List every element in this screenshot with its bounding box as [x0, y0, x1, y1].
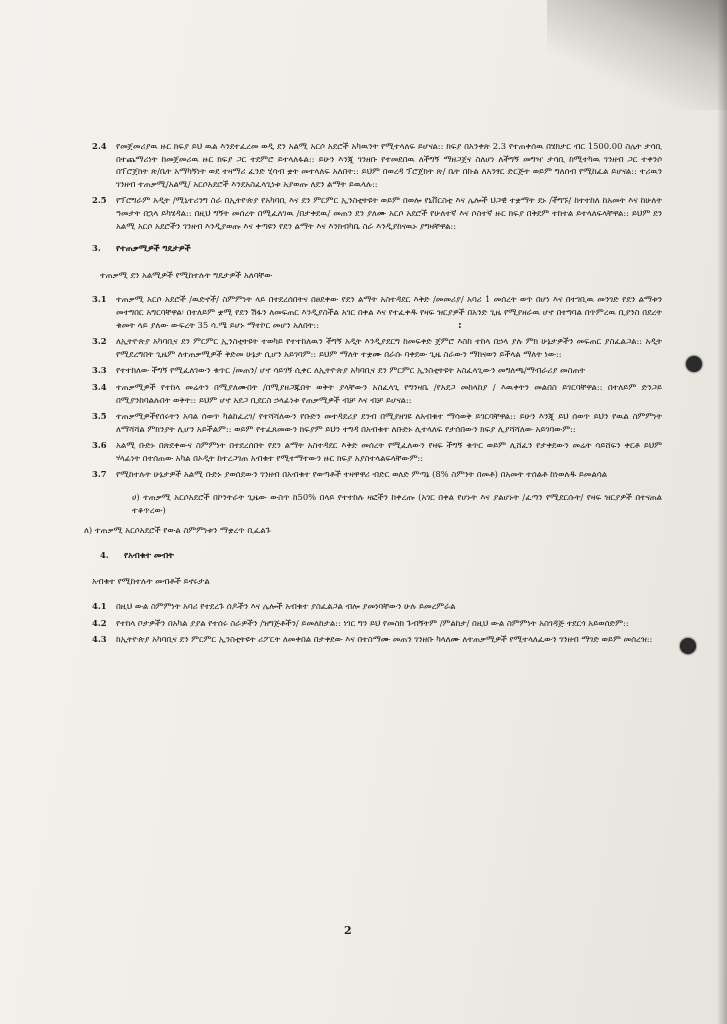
- heading-section-4: 4. የአብቁተ መብት: [100, 549, 174, 560]
- section-2-4: 2.4 የመጀመሪያዉ ዙር ክፍያ ይህ ዉል እንደተፈረመ ወዲ ደን አልሚ አርሶ አደሮች አካዉንት የሚተላለፍ ይሆናል:: ክፍያ በአንቀጽ 2.3 የተጠቀሰዉ በሄክታር ብር 1500.00 ስሌት ታሳቢ በተጨማሪነት ከመጀመሪዉ ዙር ክፍያ ጋር ተደምሮ ይተላለፋል:: ይሁን እንጂ ገንዘቡ የተመደበዉ ለችግኝ ማዘጋጀና ስለሆነ ለችግኝ መግዣ ታሳቢ ከሚተካዉ ገንዘብ ጋር ተቀንሶ በፕሮጀክት ጽ/ቤት አማካኝነት ወደ ተዛማሪ ፈንድ ሂሳብ ቋት መተላለፍ አለበት:: ይህም በወረዳ ፕሮጀክት ጽ/ ቤት በኩል ለአንፃር ድርጅት ወይም ግለሰብ የሚከፈል ይሆናል:: ተሪዉን ገንዘብ ተጠቃሚ/አልሚ/ አርሶአደሮች እንደአስፈላጊነቱ አያወጡ ለደን ልማት ይዉላሉ::: [92, 141, 662, 189]
- item-3-6: 3.6 አልሚ ቡድኑ በጽደቀውና ስምምነት በተደረሰበት የደን ልማት አስተዳደር እቅድ መሰረት የሚፈለውን የዛፍ ችግኝ ቁጥር ወይም ሊሸፈን የታቀደውን መሬት ሳይሸፍን ቀርቶ ይህም ሃላፊነት በተሰጠው አካል በኦዲት ከተረጋገጠ አብቁተ የሚተማተውን ዙር ክፍያ አያስተላልፍላቸውም::: [92, 440, 662, 463]
- document-body: [84, 140, 662, 650]
- section-2-5: 2.5 የፕሮግራም አዲት /ሚኒተሪንግ ስራ በኢትዮጵያ የአካባቢ እና ደን ምርምር ኢንስቲትዩት ወይም በወሎ የኒቨርስቲ እና ሌሎች ህጋዊ ተቋማት ደኑ /ችግኙ/ ከተተከለ ከአመት እና ከሁለት ዓመታት በኋላ ይካሄዳል:: በዚህ ግኝት መሰረት በሚፈለገዉ /በታቀደዉ/ መጠን ደን ያለሙ አርሶ አደሮች የሁለተኛ እና ሶስተኛ ዙር ክፍያ በቅደም ተከተል ይተላለፍላቸዋል:: ይህም ደን አልሚ አርሶ አደሮችን ገንዘብ እንዲያወጡ እና ቀጣዩን የደን ልማት እና እንክብካቤ ስራ እንዲያከናዉኑ ያግዛቸዋል::: [92, 195, 662, 231]
- subheading-obligations: ተጠቃሚ ደን አልሚዎች የሚከተሉት ግዴታዎች አለባቸው: [100, 269, 273, 280]
- page-number: 2: [344, 924, 352, 937]
- item-3-7: 3.7 የሚከተሉት ሁኔታዎች አልሚ ቡድኑ ያወሰደውን ገንዘብ በአብቁተ የወጣቶች ተዛዋዋሪ ብድር ወለድ ምጣኔ (8% ስምንት በመቶ) በአመት ተሰልቶ ከነወለዱ ይመልሳል: [92, 469, 608, 480]
- sub-item-b: ለ) ተጠቃሚ አርሶአደሮች የውል ስምምነቱን ማቋረጥ ቢፈልጉ: [84, 525, 271, 536]
- subheading-rights: አብቁተ የሚከተሉት መብቶች ይኖሩታል: [92, 576, 210, 587]
- page-curl-shadow: [547, 0, 727, 110]
- stray-colon-mark: :: [458, 320, 462, 331]
- page-edge-shadow: [717, 0, 727, 1024]
- item-4-3: 4.3 ከኢትዮጵያ አካባቢና ደን ምርምር ኢንስቲትዩት ሪፖርት ለመቀበል በታቀደው እና በተስማሙ መጠን ገንዘቡ ካላለሙ ለተጠቃሚዎች የሚተላለፈውን ገንዘብ ማገድ ወይም መሰረዝ::: [92, 634, 653, 645]
- punch-hole-top: [686, 356, 702, 372]
- item-4-1: 4.1 በዚህ ውል ስምምነት አባሪ የተደረጉ ሰዶችን እና ሌሎች አብቁተ ያስፈልጋል ብሎ ያመነባቸውን ሁሉ ይመረምራል: [92, 601, 456, 612]
- item-3-5: 3.5 ተጠቃሚዎችየሰሩትን አባል ሰወጥ ካልከፈረገ/ የተሻሻለውን የቡድን መተዳደሪያ ደንብ በሚያዘገዩ ለአብቁተ ማሳወቅ ይገርባቸዋል:: ይሁን እንጂ ይህ ሰወጥ ይህን የዉል ስምምነት ለማሻሻል ምክንያት ሊሆን አይችልም:: ወይም የተፈጸመውን ክፍያም ይህን ተግዳ በአብቁተ ለቡድኑ ሊተላለፍ የታሰበውን ክፍያ ሊያሻሻለው አይገባውም::: [92, 411, 662, 434]
- item-4-2: 4.2 የተከላ ቦታዎችን በአካል ያያል የተሰሩ ስራዎችን /ዝግጅቶችን/ ይመለከታል:: ነገር ግን ይህ የመስክ ጉብኝትም /ምልከታ/ በዚህ ውል ስምምነት አስገዳጅ ተደርጎ አይወሰድም::: [92, 617, 629, 628]
- punch-hole-bottom: [680, 638, 696, 654]
- sub-item-a: ሀ) ተጠቃሚ አርሶአደሮች በኮንትራት ጊዜው ውስጥ ከ50% በላይ የተተከሉ ዛፎችን ከቀረጡ (አገር በቀል የሆኑት እና ያልሆኑት /ፈጣን የሚደርሱት/ የዛፍ ዝርያዎች በተናጠል ተቆጥረው): [132, 492, 662, 515]
- item-3-1: 3.1 ተጠቃሚ አርሶ አደሮች /ዉድኖች/ ስምምነት ላይ በተደረሰበትና በፀደቀው የደን ልማት አስተዳደር እቅድ /መመሪያ/ አባሪ 1 መሰረት ወጥ በሆነ እና በተገቢዉ መንገድ የደን ልማቱን መተግበር አግርባቸዋል፡ በተለይም ቋሚ የደን ሽፋን ለመፍጠር እንዲያስችል አገር በቀል እና የተፈቀዱ የዛፍ ዝርያዎች በአንድ ጊዜ የሚያዘራዉ ሆኖ በተግባል በጥምረዉ ቢያንስ በደረት ቁመት ላይ ያለው ውፍረት 35 ሳ.ሜ ይሆኑ ማተኮር መሆን አለበት::: [92, 294, 662, 330]
- item-3-2: 3.2 ለኢትዮጵያ አካባቢና ደን ምርምር ኢንስቲትዩት ተወካይ የተተከለዉን ችግኝ አዲት እንዲያደርግ ከመፍቀድ ጀምሮ እስከ ተከላ በኃላ ያሉ ምክ ሁኔታዎችን መፍጠር ያስፈልጋል:: አዲት የሚደረግበት ጊዜም ለተጠቃሚዎች ቅድመ ሁኔታ ሲሆን አይገባም:: ይህም ማለት ተቋሙ በራሱ ባቀደው ጊዜ ስራውን ማከናወን ይችላል ማለት ነው::: [92, 336, 662, 359]
- item-3-3: 3.3 የተተከለው ችግኝ የሚፈለገውን ቁጥር /መጠን/ ሆኖ ሳይገኝ ሲቀር ለኢትዮጵያ አካባቢና ደን ምርምር ኢንስቲትዩት አስፈላጊውን መግለጫ/ማብራሪያ መስጠት: [92, 365, 586, 376]
- item-3-4: 3.4 ተጠቃሚዎች የተከላ መሬትን በሚያለሙበት /በሚያዘጋጁበት ወቅት ያላቸውን አስፈላጊ የግንዛቤ /የአደጋ መከላከያ / እዉቀትን መልበስ ይገርባቸዋል:: በተለይም ድንጋይ በሚያንከባልሉበት ወቅት:: ይህም ሆኖ አደጋ ቢደርስ ኃላፊነቱ የጠቃሚዎች ብቻ እና ብቻ ይሆናል::: [92, 381, 662, 405]
- heading-section-3: 3. የተጠቃሚዎች ግዴታዎች: [92, 243, 191, 254]
